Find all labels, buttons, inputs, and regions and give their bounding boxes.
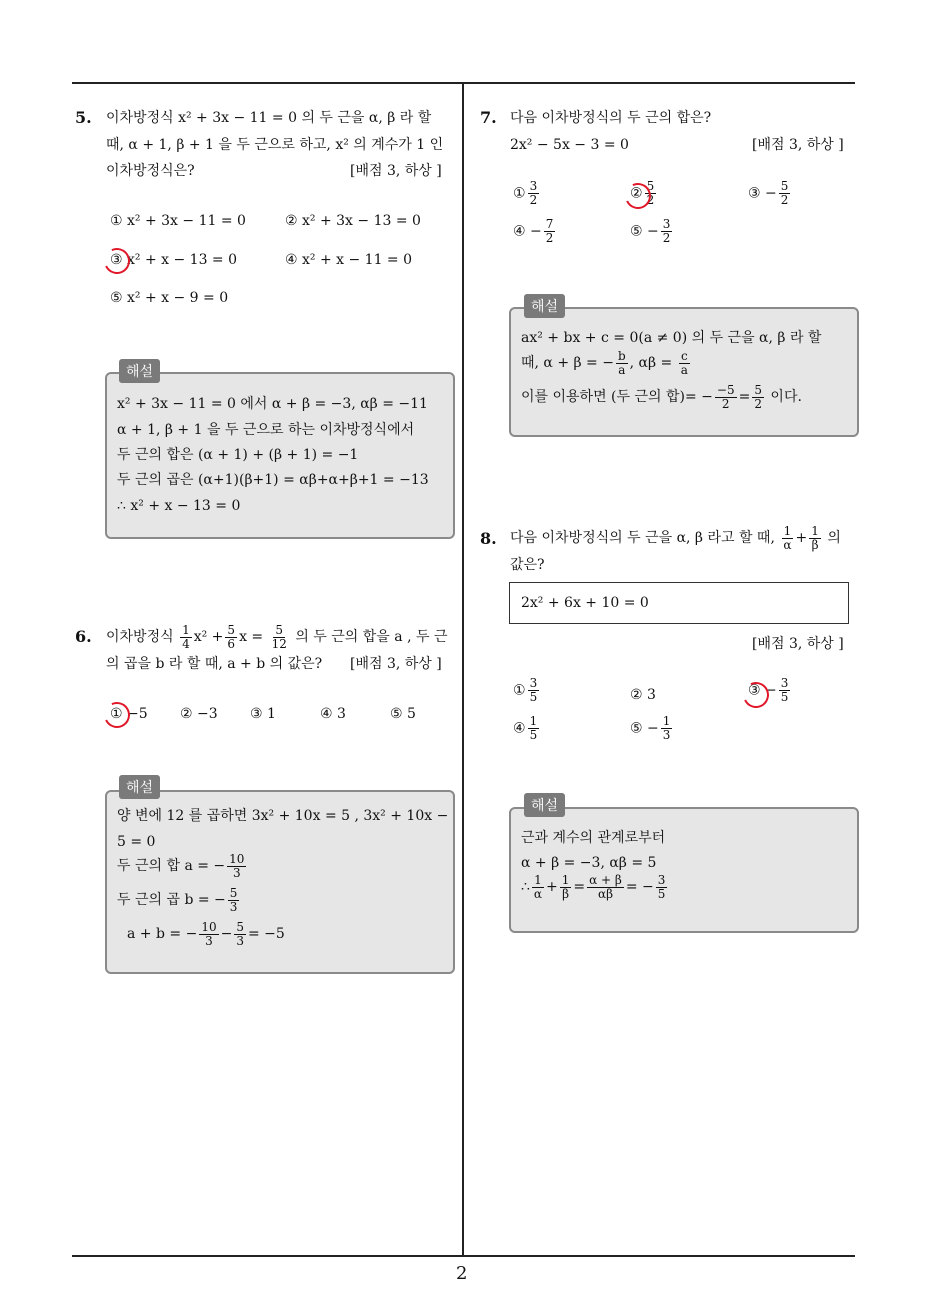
q8-stem-text-b: 의 (827, 530, 841, 546)
q7-option-1[interactable] (513, 180, 541, 207)
q5-solution-line2: α + 1, β + 1 을 두 근으로 하는 이차방정식에서 (117, 422, 415, 438)
q8-solution-line1: 근과 계수의 관계로부터 (521, 830, 666, 846)
q7-option-5-symbol: ⑤ − (630, 223, 659, 240)
q6-fraction-1: $\frac{1}{4}$ (182, 622, 190, 651)
q5-solution-line3: 두 근의 합은 (α + 1) + (β + 1) = −1 (117, 447, 359, 463)
q8-solution-fraction-b: $\frac{1}{\beta}$ (561, 872, 570, 901)
q8-option-5-fraction: $\frac{1}{3}$ (662, 714, 671, 742)
q6-option-3[interactable]: ③ 1 (250, 706, 276, 722)
q5-option-4[interactable]: ④ x² + x − 11 = 0 (285, 252, 413, 268)
q7-solution-tag: 해설 (524, 294, 565, 318)
q8-solution-plus: + (546, 879, 558, 895)
q8-solution-therefore: ∴ (521, 879, 530, 895)
q6-option-2[interactable]: ② −3 (180, 706, 218, 722)
q7-option-3-symbol: ③ − (748, 185, 777, 202)
q6-solution-line5 (127, 920, 285, 948)
q6-solution-line4-text: 두 근의 곱 b = − (117, 892, 226, 908)
q8-option-1[interactable] (513, 677, 541, 704)
q8-solution-fraction-c: $\frac{\alpha + \beta}{\alpha\beta}$ (589, 872, 622, 901)
q6-stem-text-a: 이차방정식 (106, 629, 174, 645)
q6-solution-line3 (117, 852, 248, 880)
q8-option-4-symbol: ④ (513, 720, 526, 737)
q7-solution-fraction-b: $\frac{c}{a}$ (680, 348, 688, 377)
q8-option-4[interactable] (513, 715, 541, 742)
q6-option-5[interactable]: ⑤ 5 (390, 706, 416, 722)
q8-solution-fraction-d: $\frac{3}{5}$ (657, 872, 666, 901)
q5-solution-line1: x² + 3x − 11 = 0 에서 α + β = −3, αβ = −11 (117, 396, 428, 412)
q6-solution-line1: 양 변에 12 를 곱하면 3x² + 10x = 5 , 3x² + 10x − (117, 808, 449, 824)
q5-stem-line2: 때, α + 1, β + 1 을 두 근으로 하고, x² 의 계수가 1 인 (106, 137, 444, 153)
q6-solution-line5-text-a: a + b = − (127, 926, 198, 942)
q8-solution-fraction-a: $\frac{1}{\alpha}$ (533, 872, 543, 901)
q8-equation: 2x² + 6x + 10 = 0 (521, 595, 649, 611)
q6-solution-line3-text: 두 근의 합 a = − (117, 858, 226, 874)
q7-solution-line3-text-c: 이다. (770, 389, 802, 405)
q8-plus: + (795, 530, 808, 546)
q6-stem-line2: 의 곱을 b 라 할 때, a + b 의 값은? (106, 656, 323, 672)
q5-number: 5. (75, 108, 92, 127)
q6-stem-text-c: x = (239, 629, 264, 645)
q7-option-5-fraction: $\frac{3}{2}$ (662, 217, 671, 245)
q7-option-1-symbol: ① (513, 185, 526, 202)
q5-score: [배점 3, 하상 ] (350, 163, 442, 179)
q7-number: 7. (480, 108, 497, 127)
q8-number: 8. (480, 529, 497, 548)
bottom-rule (72, 1255, 855, 1257)
q7-solution-fraction-c: $\frac{-5}{2}$ (716, 382, 735, 411)
q7-option-2-symbol: ② (630, 185, 643, 202)
q8-stem-line2: 값은? (510, 557, 545, 573)
q8-fraction-2: $\frac{1}{\beta}$ (811, 523, 819, 552)
q7-option-1-fraction: $\frac{3}{2}$ (529, 179, 538, 207)
q7-option-2-fraction: $\frac{5}{2}$ (646, 179, 655, 207)
q7-option-3[interactable] (748, 180, 792, 207)
q6-solution-line4 (117, 886, 241, 914)
q8-option-2[interactable]: ② 3 (630, 687, 656, 703)
q5-answer-circle-mark (100, 244, 133, 277)
q5-solution-line4: 두 근의 곱은 (α+1)(β+1) = αβ+α+β+1 = −13 (117, 472, 429, 488)
q8-stem-line1 (510, 521, 841, 555)
q5-option-2[interactable]: ② x² + 3x − 13 = 0 (285, 213, 421, 229)
page-number: 2 (456, 1263, 468, 1284)
q8-solution-equals: = (573, 879, 586, 895)
q5-option-3[interactable]: ③ x² + x − 13 = 0 (110, 252, 238, 268)
q7-solution-fraction-d: $\frac{5}{2}$ (754, 382, 762, 411)
q8-option-4-fraction: $\frac{1}{5}$ (529, 714, 538, 742)
q8-option-1-symbol: ① (513, 682, 526, 699)
q7-option-4[interactable] (513, 218, 557, 245)
q6-number: 6. (75, 627, 92, 646)
q5-stem-line1: 이차방정식 x² + 3x − 11 = 0 의 두 근을 α, β 라 할 (106, 110, 432, 126)
q7-option-4-fraction: $\frac{7}{2}$ (545, 217, 554, 245)
q6-solution-fraction-d: $\frac{5}{3}$ (236, 919, 244, 948)
q6-stem-text-d: 의 두 근의 합을 a , 두 근 (295, 629, 448, 645)
q8-option-3-fraction: $\frac{3}{5}$ (780, 676, 789, 704)
q5-solution-tag: 해설 (119, 359, 160, 383)
q8-solution-tag: 해설 (524, 793, 565, 817)
q7-stem-line1: 다음 이차방정식의 두 근의 합은? (510, 110, 712, 126)
q6-fraction-2: $\frac{5}{6}$ (227, 622, 236, 651)
q6-solution-line5-text-b: − (220, 926, 233, 942)
q6-score: [배점 3, 하상 ] (350, 656, 442, 672)
q8-option-1-fraction: $\frac{3}{5}$ (529, 676, 538, 704)
q7-option-3-fraction: $\frac{5}{2}$ (780, 179, 789, 207)
column-divider (462, 84, 464, 1256)
q8-score: [배점 3, 하상 ] (752, 636, 844, 652)
q6-solution-fraction-a: $\frac{10}{3}$ (229, 851, 245, 880)
q6-stem-line1 (106, 622, 447, 652)
q6-solution-tag: 해설 (119, 775, 160, 799)
q7-solution-line2 (521, 348, 692, 378)
q7-solution-line3-text-b: = (738, 389, 751, 405)
q6-option-1[interactable]: ① −5 (110, 706, 148, 722)
q7-solution-fraction-a: $\frac{b}{a}$ (617, 348, 626, 377)
q7-solution-line1: ax² + bx + c = 0(a ≠ 0) 의 두 근을 α, β 라 할 (521, 330, 822, 346)
q6-fraction-3: $\frac{5}{12}$ (271, 622, 287, 651)
q5-option-1[interactable]: ① x² + 3x − 11 = 0 (110, 213, 246, 229)
q6-option-4[interactable]: ④ 3 (320, 706, 346, 722)
q5-solution-line5: ∴ x² + x − 13 = 0 (117, 498, 241, 514)
q6-answer-circle-mark (100, 698, 133, 731)
q8-solution-line3 (521, 870, 669, 904)
q6-solution-line2: 5 = 0 (117, 834, 156, 850)
q8-stem-text-a: 다음 이차방정식의 두 근을 α, β 라고 할 때, (510, 530, 775, 546)
q6-solution-fraction-c: $\frac{10}{3}$ (201, 919, 217, 948)
q7-solution-line3 (521, 382, 802, 412)
q8-option-3-symbol: ③ − (748, 682, 777, 699)
q5-option-5[interactable]: ⑤ x² + x − 9 = 0 (110, 290, 229, 306)
q7-option-5[interactable] (630, 218, 674, 245)
q6-solution-fraction-b: $\frac{5}{3}$ (229, 885, 238, 914)
q8-fraction-1: $\frac{1}{\alpha}$ (783, 523, 792, 552)
q7-solution-line2-text-a: 때, α + β = − (521, 355, 614, 371)
q8-option-5[interactable] (630, 715, 674, 742)
q7-score: [배점 3, 하상 ] (752, 137, 844, 153)
q6-stem-text-b: x² + (193, 629, 224, 645)
q7-solution-line2-text-b: , αβ = (629, 355, 673, 371)
q8-solution-line2: α + β = −3, αβ = 5 (521, 855, 657, 871)
q7-stem-equation: 2x² − 5x − 3 = 0 (510, 137, 629, 153)
q5-stem-line3: 이차방정식은? (106, 163, 195, 179)
q8-option-5-symbol: ⑤ − (630, 720, 659, 737)
q6-solution-line5-text-c: = −5 (247, 926, 285, 942)
q8-solution-equals-neg: = − (625, 879, 654, 895)
q7-option-4-symbol: ④ − (513, 223, 542, 240)
q7-solution-line3-text-a: 이를 이용하면 (두 근의 합)= − (521, 389, 713, 405)
